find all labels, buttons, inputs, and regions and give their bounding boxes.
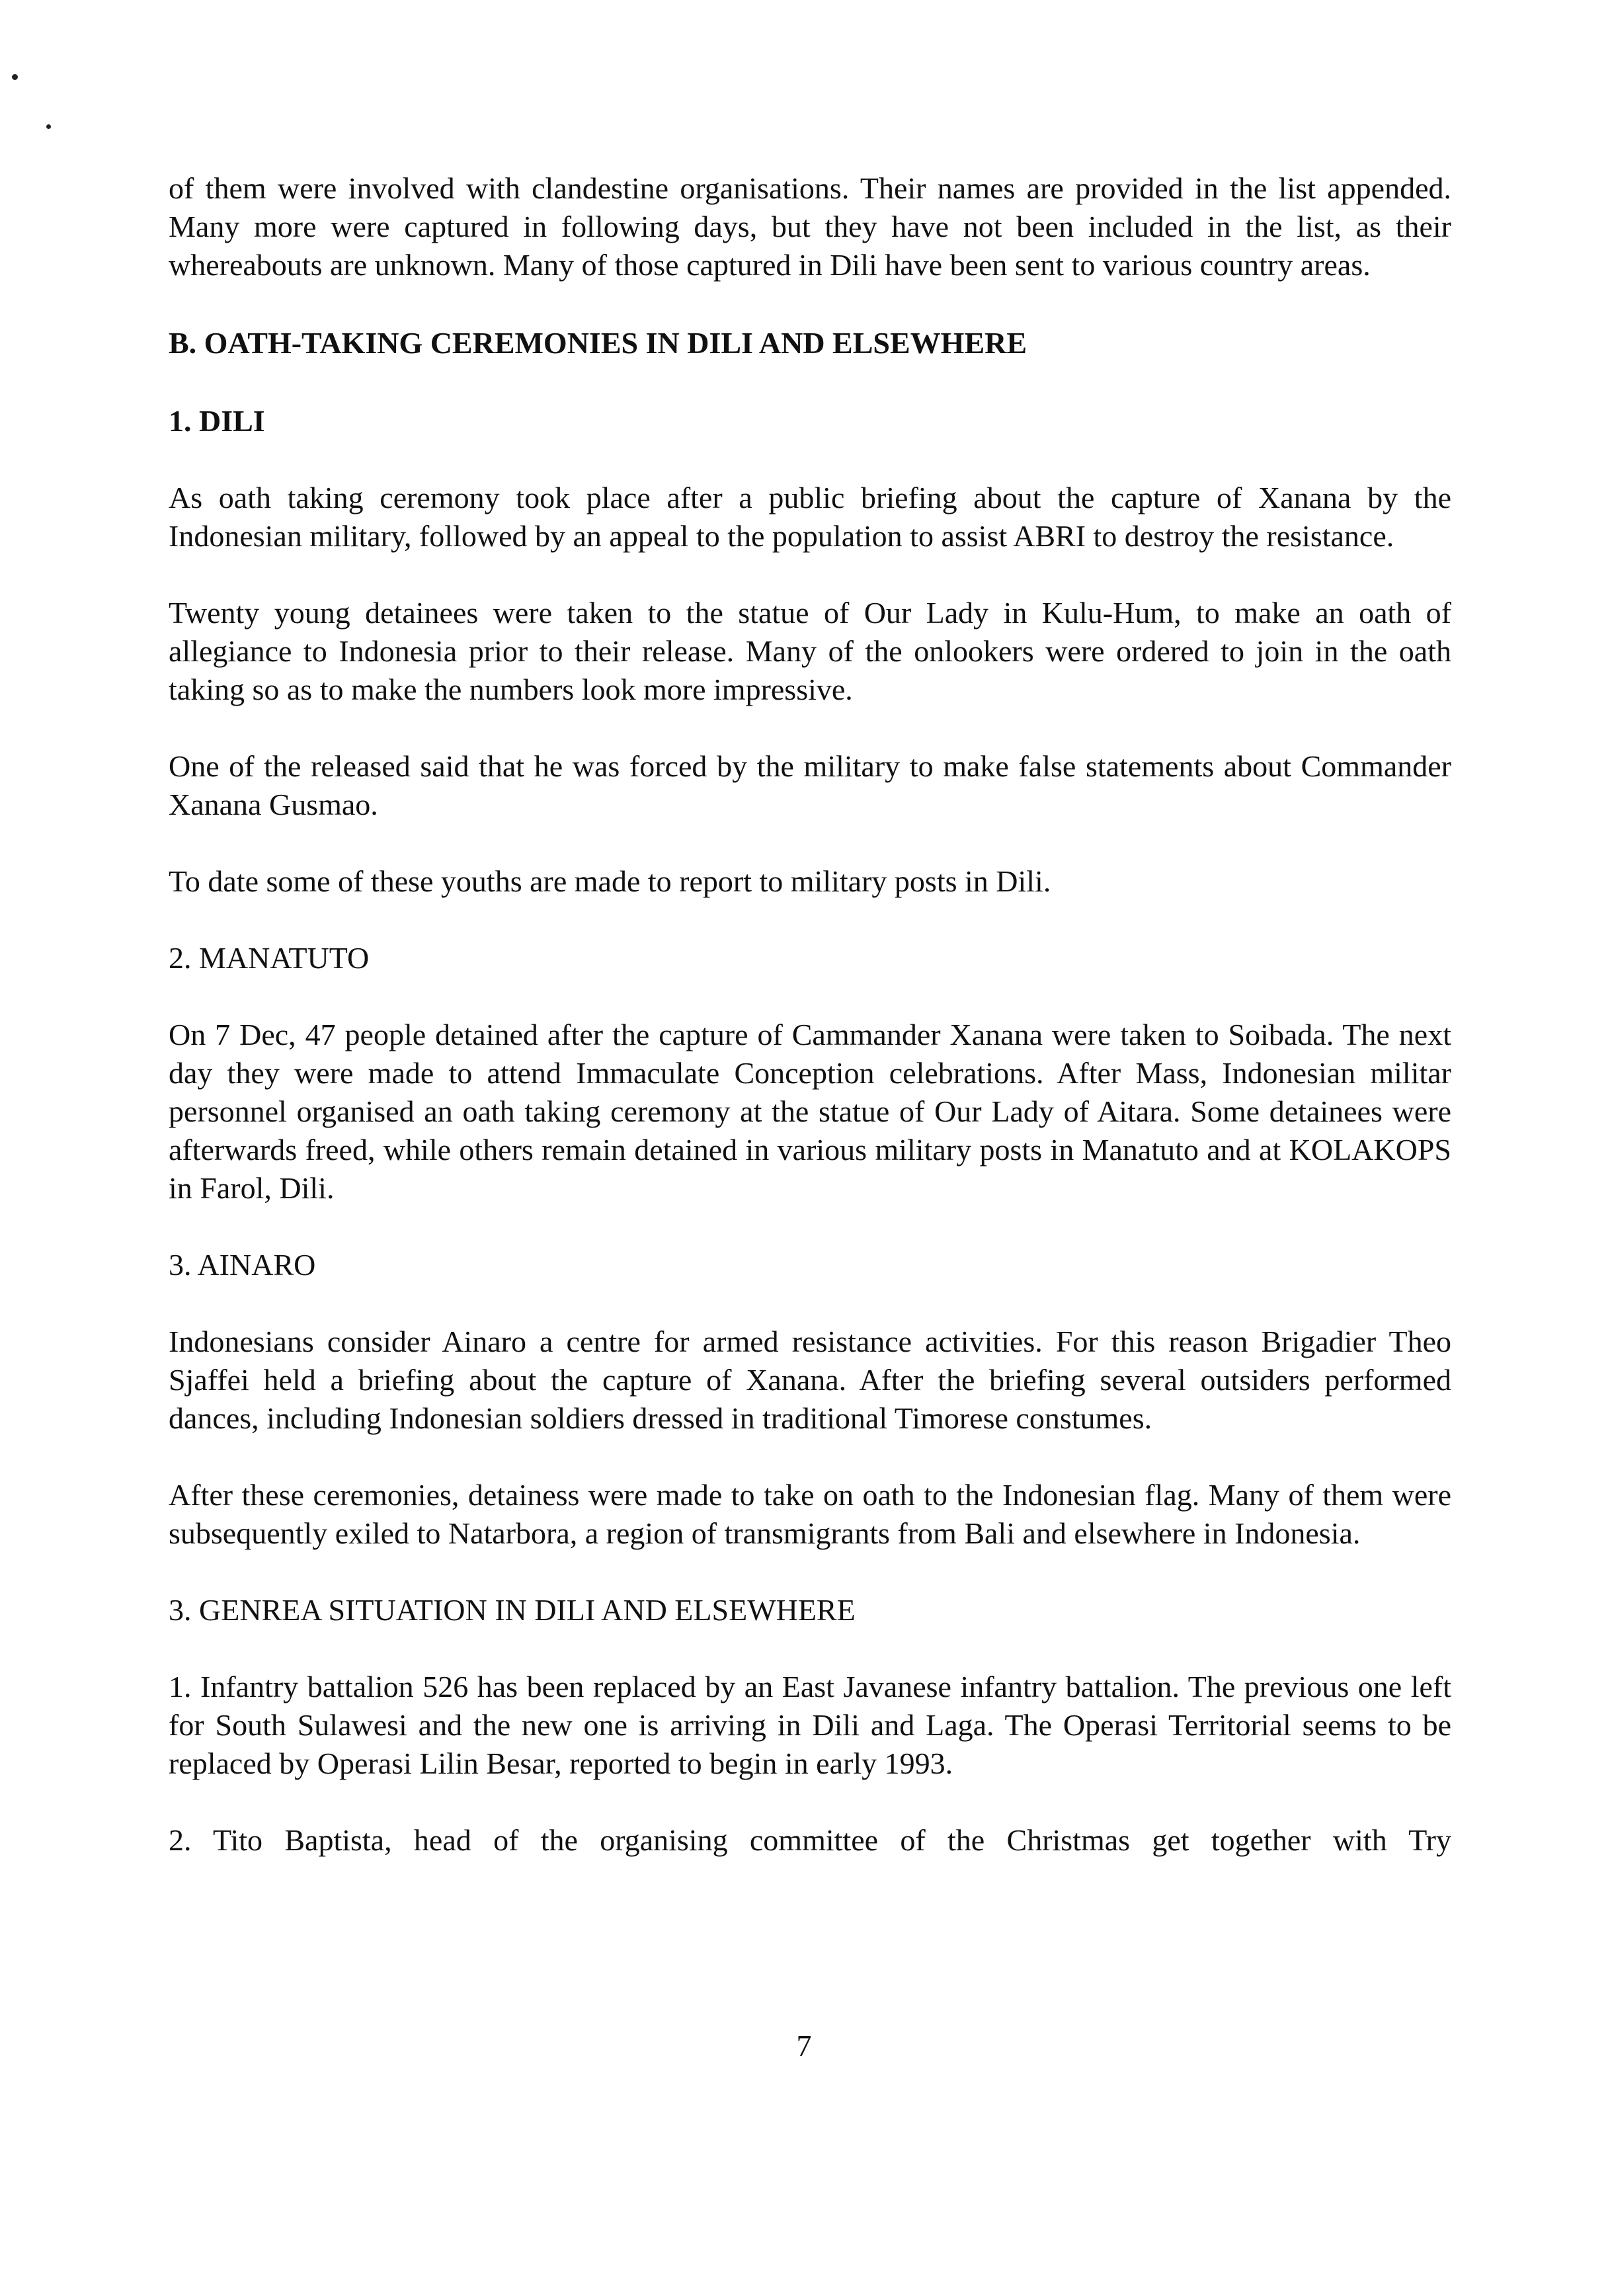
page-number: 7 — [796, 2029, 812, 2063]
scan-dot-mark — [46, 124, 51, 129]
intro-paragraph: of them were involved with clandestine organisations. Their names are provided in the list appended. Many more were captured in following days, but they have not been included in the list, as their whereabouts are unknown. Many of those captured in Dili have been sent to various country areas. — [169, 171, 1451, 282]
ainaro-heading: 3. AINARO — [169, 1248, 316, 1282]
section-b-heading: B. OATH-TAKING CEREMONIES IN DILI AND ELSEWHERE — [169, 326, 1027, 360]
genrea-paragraph-2: 2. Tito Baptista, head of the organising committee of the Christmas get together with Try — [169, 1823, 1451, 1857]
genrea-heading: 3. GENREA SITUATION IN DILI AND ELSEWHERE — [169, 1593, 856, 1627]
dili-paragraph-2: Twenty young detainees were taken to the statue of Our Lady in Kulu-Hum, to make an oath of allegiance to Indonesia prior to their release. Many of the onlookers were ordered to join in the oath taking so as to make the numbers look more impressive. — [169, 596, 1451, 706]
dili-paragraph-4: To date some of these youths are made to report to military posts in Dili. — [169, 864, 1051, 898]
manatuto-paragraph-1: On 7 Dec, 47 people detained after the capture of Cammander Xanana were taken to Soibada. The next day they were made to attend Immaculate Conception celebrations. After Mass, Indonesian militar personnel organised an oath taking ceremony at the statue of Our Lady of Aitara. Some detainees were afterwards freed, while others remain detained in various military posts in Manatuto and at KOLAKOPS in Farol, Dili. — [169, 1018, 1451, 1205]
scan-dot-mark — [12, 74, 18, 80]
genrea-paragraph-1: 1. Infantry battalion 526 has been replaced by an East Javanese infantry battalion. The previous one left for South Sulawesi and the new one is arriving in Dili and Laga. The Operasi Territorial seems to be replaced by Operasi Lilin Besar, reported to begin in early 1993. — [169, 1670, 1451, 1780]
ainaro-paragraph-1: Indonesians consider Ainaro a centre for armed resistance activities. For this reason Brigadier Theo Sjaffei held a briefing about the capture of Xanana. After the briefing several outsiders performed dances, including Indonesian soldiers dressed in traditional Timorese constumes. — [169, 1325, 1451, 1435]
ainaro-paragraph-2: After these ceremonies, detainess were made to take on oath to the Indonesian flag. Many of them were subsequently exiled to Natarbora, a region of transmigrants from Bali and elsewhere in Indonesia. — [169, 1478, 1451, 1550]
dili-paragraph-1: As oath taking ceremony took place after a public briefing about the capture of Xanana by the Indonesian military, followed by an appeal to the population to assist ABRI to destroy the resistance. — [169, 481, 1451, 553]
dili-paragraph-3: One of the released said that he was forced by the military to make false statements about Commander Xanana Gusmao. — [169, 749, 1451, 821]
dili-heading: 1. DILI — [169, 404, 265, 438]
document-page — [169, 159, 1451, 1860]
manatuto-heading: 2. MANATUTO — [169, 941, 370, 975]
